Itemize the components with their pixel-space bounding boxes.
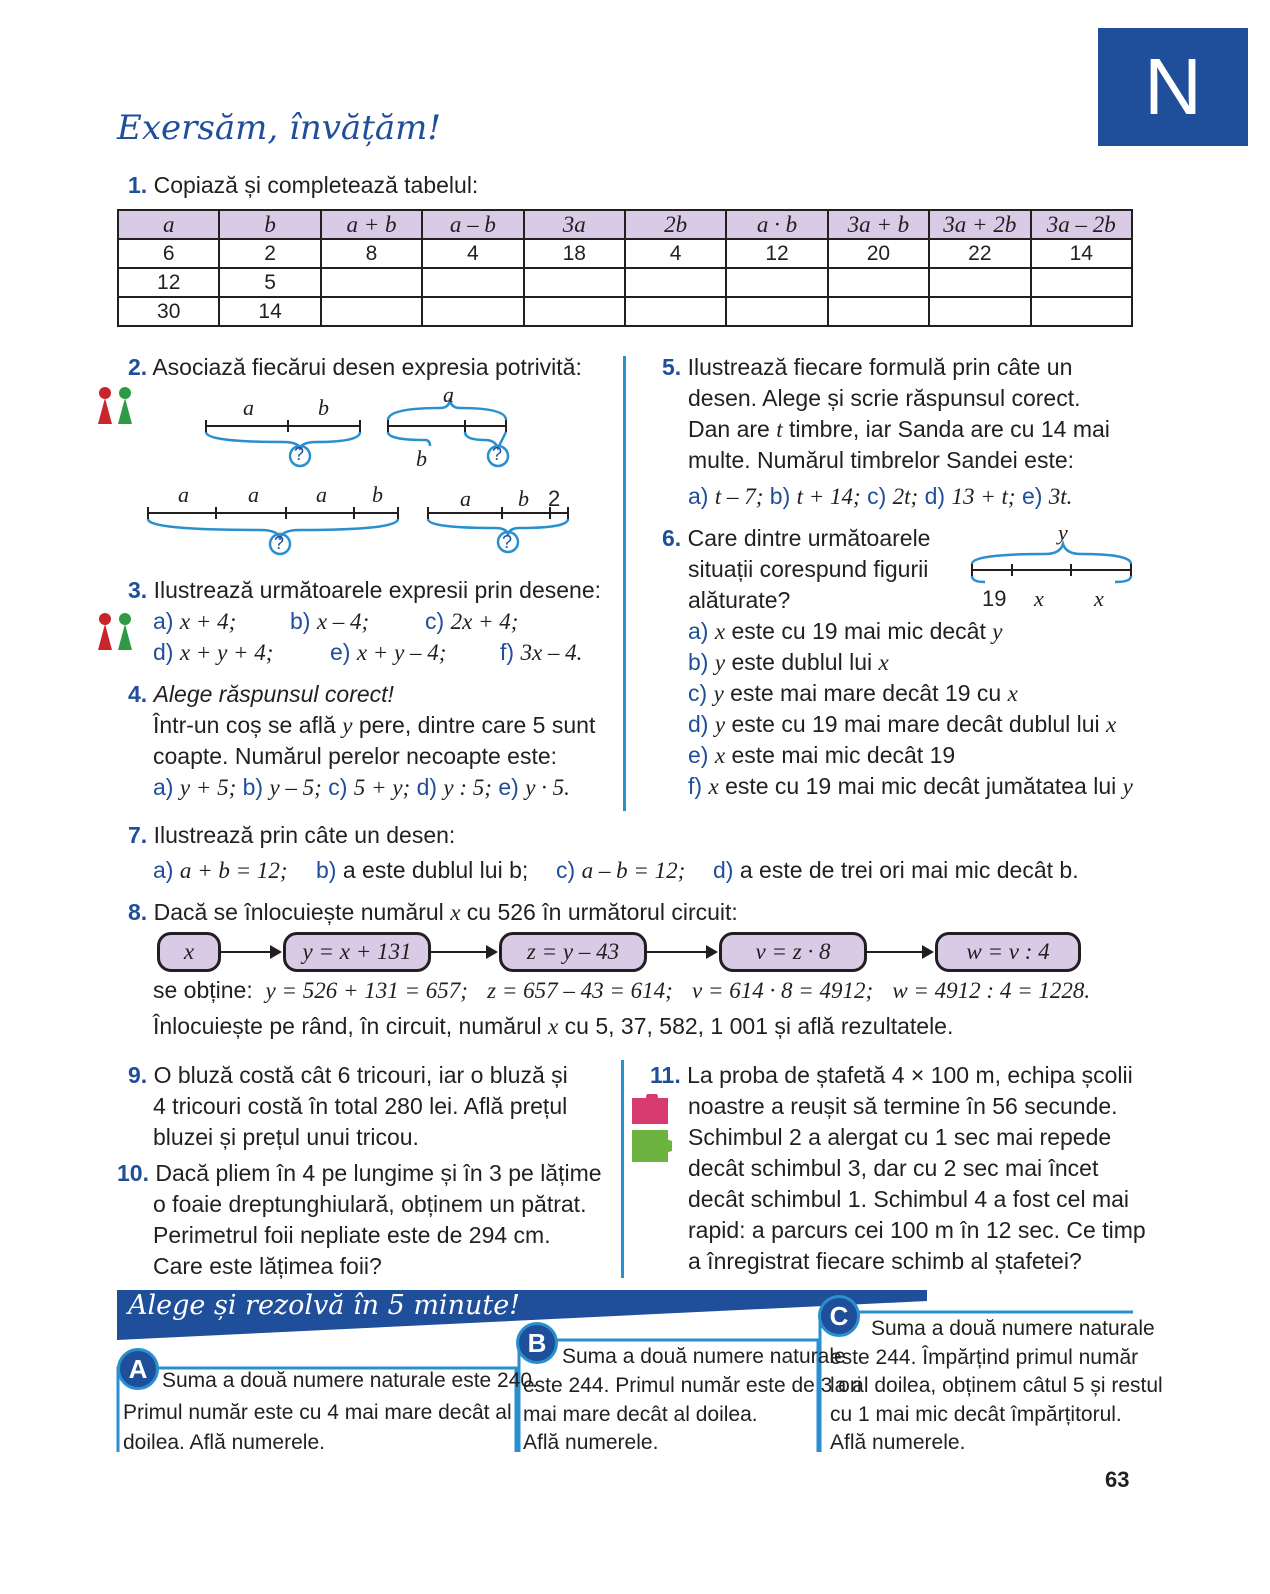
circuit-box: z = y – 43 (499, 932, 647, 972)
table-cell: 20 (828, 239, 929, 268)
question-mark: ? (274, 533, 285, 553)
circuit-arrow (864, 951, 932, 953)
option-e: e) x + y – 4; (330, 639, 447, 665)
table-cell[interactable] (726, 268, 827, 297)
table-cell[interactable] (524, 297, 625, 326)
problem-b-text: este 244. Primul număr este de 3 ori (523, 1374, 862, 1397)
table-cell: 2 (219, 239, 320, 268)
exercise-text: noastre a reușit să termine în 56 secunde. (688, 1093, 1118, 1119)
table-cell: 5 (219, 268, 320, 297)
problem-c-text: cu 1 mai mic decât împărțitorul. (830, 1403, 1122, 1426)
circuit-results: se obține: y = 526 + 131 = 657; z = 657 – 43 = 614; v = 614 · 8 = 4912; w = 4912 : 4 = 1228. (153, 977, 1091, 1003)
problem-a-text: Primul număr este cu 4 mai mare decât al (123, 1401, 512, 1424)
exercise-text: decât schimbul 1. Schimbul 4 a fost cel mai (688, 1186, 1130, 1212)
option-b: b) a este dublul lui b; (316, 857, 529, 883)
exercise-text: Care este lățimea foii? (153, 1253, 382, 1279)
letter-b-icon: B (516, 1322, 558, 1364)
problem-b-text: mai mare decât al doilea. (523, 1403, 758, 1426)
exercise-text: alăturate? (688, 587, 791, 613)
exercise-9: 9. O bluză costă cât 6 tricouri, iar o bluză și (128, 1062, 568, 1088)
section-title: Exersăm, învățăm! (117, 108, 442, 148)
problem-c-text: Suma a două numere naturale (871, 1317, 1155, 1340)
circuit-box: y = x + 131 (283, 932, 431, 972)
option-a: a) x este cu 19 mai mic decât y (688, 618, 1003, 644)
table-header-cell: 3a (524, 210, 625, 239)
question-mark: ? (294, 444, 305, 464)
letter-a-icon: A (117, 1348, 159, 1390)
exercise-10: 10. Dacă pliem în 4 pe lungime și în 3 pe lățime (117, 1160, 602, 1186)
exercise-7: 7. Ilustrează prin câte un desen: (128, 822, 456, 848)
table-cell: 8 (321, 239, 422, 268)
option-e: e) x este mai mic decât 19 (688, 742, 956, 768)
table-cell[interactable] (1031, 297, 1132, 326)
letter-c-icon: C (818, 1295, 860, 1337)
exercise-text: Perimetrul foii nepliate este de 294 cm. (153, 1222, 551, 1248)
option-b: b) x – 4; (290, 608, 370, 634)
exercise-6: 6. Care dintre următoarele (662, 525, 931, 551)
segment-label: b (318, 395, 329, 420)
problem-c-text: la al doilea, obținem câtul 5 și restul (830, 1374, 1163, 1397)
table-cell: 4 (422, 239, 523, 268)
segment-label: a (178, 482, 189, 507)
exercise-text: decât schimbul 3, dar cu 2 sec mai încet (688, 1155, 1099, 1181)
segment-label: a (443, 382, 454, 407)
problem-a-text: doilea. Află numerele. (123, 1431, 325, 1454)
table-cell[interactable] (1031, 268, 1132, 297)
table-cell[interactable] (321, 268, 422, 297)
option-f: f) 3x – 4. (500, 639, 583, 665)
table-cell[interactable] (625, 297, 726, 326)
option-a: a) a + b = 12; (153, 857, 288, 883)
exercise-text: bluzei și prețul unui tricou. (153, 1124, 419, 1150)
exercise-text: Schimbul 2 a alergat cu 1 sec mai repede (688, 1124, 1112, 1150)
table-cell: 12 (726, 239, 827, 268)
table-cell: 22 (929, 239, 1030, 268)
pawns-icon (94, 612, 138, 652)
segment-label: a (248, 482, 259, 507)
table-cell: 30 (118, 297, 219, 326)
table-cell: 12 (118, 268, 219, 297)
options-row: a) y + 5; b) y – 5; c) 5 + y; d) y : 5; e) y · 5. (153, 774, 570, 800)
exercise-text: Înlocuiește pe rând, în circuit, numărul x cu 5, 37, 582, 1 001 și află rezultatele. (153, 1013, 954, 1039)
table-row (118, 268, 1132, 297)
table-header-cell: a · b (726, 210, 827, 239)
option-d: d) x + y + 4; (153, 639, 274, 665)
question-mark: ? (502, 532, 513, 552)
table-header-cell: b (219, 210, 320, 239)
values-table (117, 209, 1133, 327)
table-cell: 14 (1031, 239, 1132, 268)
exercise-text: desen. Alege și scrie răspunsul corect. (688, 385, 1081, 411)
table-header-cell: a (118, 210, 219, 239)
problem-a-text: Suma a două numere naturale este 240. (162, 1369, 538, 1392)
figure-label: 19 (982, 586, 1007, 611)
circuit-box: x (157, 932, 221, 972)
exercise-text: rapid: a parcurs cei 100 m în 12 sec. Ce timp (688, 1217, 1146, 1243)
problem-c-text: Află numerele. (830, 1431, 966, 1454)
options-row: a) t – 7; b) t + 14; c) 2t; d) 13 + t; e) 3t. (688, 483, 1073, 509)
segment-label: b (518, 486, 529, 511)
option-c: c) a – b = 12; (556, 857, 686, 883)
table-row (118, 297, 1132, 326)
exercise-text: Într-un coș se află y pere, dintre care 5 sunt (153, 712, 596, 738)
table-header-cell: 3a + 2b (929, 210, 1030, 239)
table-cell[interactable] (828, 297, 929, 326)
question-mark: ? (492, 444, 503, 464)
circuit-arrow (428, 951, 496, 953)
segment-drawings (140, 380, 580, 560)
option-d: d) y este cu 19 mai mare decât dublul lui x (688, 711, 1117, 737)
table-header-cell: a + b (321, 210, 422, 239)
exercise-text: Copiază și completează tabelul: (153, 172, 479, 198)
circuit-arrow (218, 951, 280, 953)
exercise-text: situații corespund figurii (688, 556, 929, 582)
exercise-3: 3. Ilustrează următoarele expresii prin desene: (128, 577, 602, 603)
chapter-badge: N (1098, 28, 1248, 146)
table-cell: 6 (118, 239, 219, 268)
table-header-cell: 2b (625, 210, 726, 239)
exercise-1 (128, 170, 478, 201)
segment-label: a (316, 482, 327, 507)
column-divider (621, 1060, 624, 1278)
exercise-text: Dan are t timbre, iar Sanda are cu 14 mai (688, 416, 1110, 442)
table-cell[interactable] (321, 297, 422, 326)
exercise-text: 4 tricouri costă în total 280 lei. Află prețul (153, 1093, 568, 1119)
table-cell[interactable] (524, 268, 625, 297)
option-f: f) x este cu 19 mai mic decât jumătatea lui y (688, 773, 1133, 799)
circuit-arrow (644, 951, 716, 953)
problem-c-text: este 244. Împărțind primul număr (830, 1346, 1139, 1369)
table-header-cell: a – b (422, 210, 523, 239)
exercise-4: 4. Alege răspunsul corect! (128, 681, 394, 707)
option-c: c) y este mai mare decât 19 cu x (688, 680, 1018, 706)
page-number: 63 (1105, 1467, 1130, 1492)
exercise-5: 5. Ilustrează fiecare formulă prin câte un (662, 354, 1073, 380)
segment-label: b (416, 446, 427, 471)
table-cell[interactable] (929, 268, 1030, 297)
table-row (118, 239, 1132, 268)
option-c: c) 2x + 4; (425, 608, 519, 634)
exercise-8: 8. Dacă se înlocuiește numărul x cu 526 în următorul circuit: (128, 899, 738, 925)
pawns-icon (94, 386, 138, 426)
segment-figure (965, 540, 1140, 590)
quick-section-title: Alege și rezolvă în 5 minute! (128, 1290, 521, 1321)
problem-b-text: Află numerele. (523, 1431, 659, 1454)
table-cell: 18 (524, 239, 625, 268)
exercise-text: a înregistrat fiecare schimb al ștafetei? (688, 1248, 1082, 1274)
table-header-cell: 3a + b (828, 210, 929, 239)
option-a: a) x + 4; (153, 608, 237, 634)
table-cell[interactable] (929, 297, 1030, 326)
segment-label: 2 (548, 486, 561, 511)
option-b: b) y este dublul lui x (688, 649, 889, 675)
puzzle-icon (628, 1094, 672, 1166)
segment-label: a (243, 395, 254, 420)
table-cell[interactable] (726, 297, 827, 326)
figure-label: x (1094, 586, 1104, 611)
exercise-2: 2. Asociază fiecărui desen expresia potrivită: (128, 354, 582, 380)
segment-label: b (372, 482, 383, 507)
figure-label: y (1058, 520, 1068, 545)
circuit-box: v = z · 8 (719, 932, 867, 972)
option-d: d) a este de trei ori mai mic decât b. (713, 857, 1079, 883)
table-header-cell: 3a – 2b (1031, 210, 1132, 239)
problem-b-text: Suma a două numere naturale (562, 1345, 846, 1368)
table-cell: 4 (625, 239, 726, 268)
table-cell: 14 (219, 297, 320, 326)
table-cell[interactable] (422, 268, 523, 297)
table-cell[interactable] (422, 297, 523, 326)
segment-label: a (460, 486, 471, 511)
table-cell[interactable] (625, 268, 726, 297)
circuit-box: w = v : 4 (935, 932, 1081, 972)
exercise-11: 11. La proba de ștafetă 4 × 100 m, echipa școlii (650, 1062, 1133, 1088)
table-cell[interactable] (828, 268, 929, 297)
exercise-text: o foaie dreptunghiulară, obținem un pătrat. (153, 1191, 587, 1217)
exercise-text: coapte. Numărul perelor necoapte este: (153, 743, 558, 769)
exercise-text: multe. Numărul timbrelor Sandei este: (688, 447, 1075, 473)
column-divider (623, 356, 626, 811)
figure-label: x (1034, 586, 1044, 611)
exercise-number: 1. (128, 172, 148, 198)
